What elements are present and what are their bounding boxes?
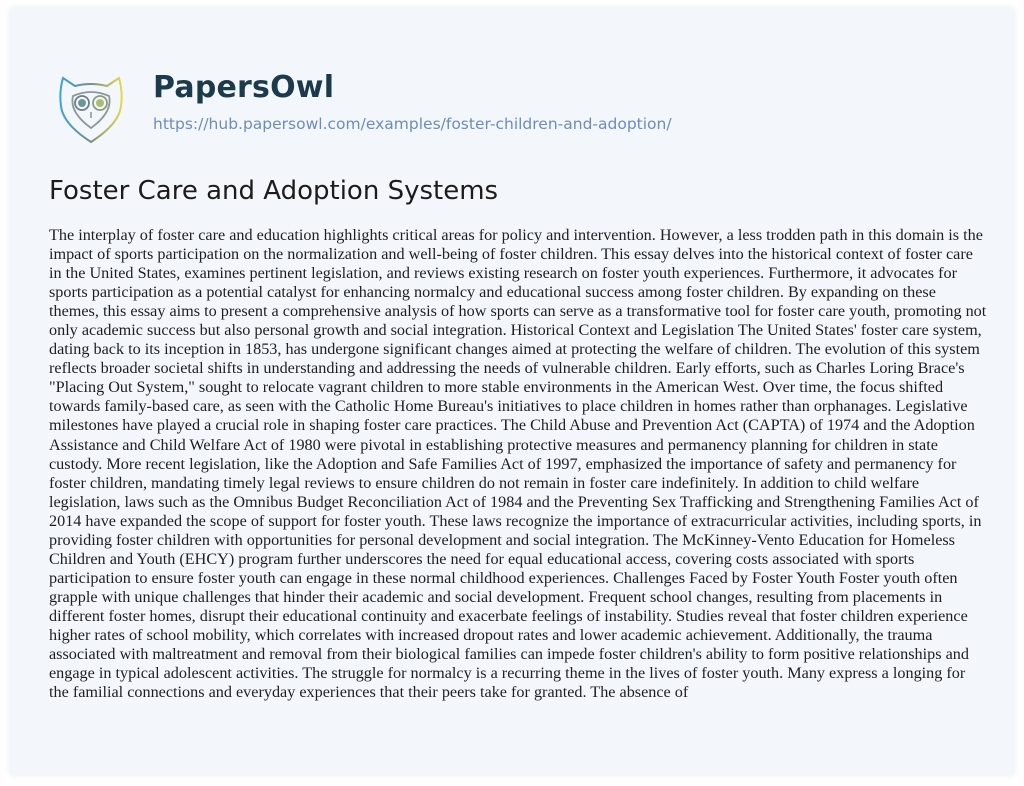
owl-logo-icon <box>51 66 131 146</box>
document-page <box>10 8 1014 775</box>
body-line: Children and Youth (EHCY) program further underscores the need for equal educational access, covering costs associated with sports <box>49 549 915 568</box>
body-line: The interplay of foster care and education highlights critical areas for policy and intervention. However, a less trodden path in this domain is the <box>49 226 983 244</box>
source-url-link[interactable]: https://hub.papersowl.com/examples/foster-children-and-adoption/ <box>153 115 672 133</box>
body-line: sports participation as a potential catalyst for enhancing normalcy and educational success among foster children. By expanding on these <box>49 283 936 302</box>
body-line: engage in typical adolescent activities. The struggle for normalcy is a recurring theme in the lives of foster youth. Many express a longing for <box>49 664 966 683</box>
body-line: dating back to its inception in 1853, has undergone significant changes aimed at protecting the welfare of children. The evolution of this system <box>49 340 980 359</box>
article-body <box>49 226 1009 702</box>
body-line: grapple with unique challenges that hinder their academic and social development. Frequent school changes, resulting from placements in <box>49 587 943 606</box>
body-line: foster children, mandating timely legal reviews to ensure children do not remain in foster care indefinitely. In addition to child welfare <box>49 473 920 492</box>
body-line: legislation, laws such as the Omnibus Budget Reconciliation Act of 1984 and the Preventing Sex Trafficking and Strengthening Families Act of <box>49 492 979 511</box>
body-line: "Placing Out System," sought to relocate vagrant children to more stable environments in the American West. Over time, the focus shifted <box>49 378 944 397</box>
body-line: only academic success but also personal growth and social integration. Historical Context and Legislation The United States' foster care system, <box>49 321 982 340</box>
body-line: different foster homes, disrupt their educational continuity and exacerbate feelings of instability. Studies reveal that foster children experience <box>49 606 968 625</box>
body-line: impact of sports participation on the normalization and well-being of foster children. This essay delves into the historical context of foster care <box>49 245 973 264</box>
article-title: Foster Care and Adoption Systems <box>49 176 499 206</box>
body-line: milestones have played a crucial role in shaping foster care practices. The Child Abuse and Prevention Act (CAPTA) of 1974 and the Adoption <box>49 416 975 435</box>
body-line: custody. More recent legislation, like the Adoption and Safe Families Act of 1997, emphasized the importance of safety and permanency for <box>49 454 957 473</box>
body-line: providing foster children with opportunities for personal development and social integration. The McKinney-Vento Education for Homeless <box>49 530 955 549</box>
body-line: 2014 have expanded the scope of support for foster youth. These laws recognize the importance of extracurricular activities, including sports, in <box>49 511 982 530</box>
site-header <box>10 8 1014 158</box>
body-line: associated with maltreatment and removal from their biological families can impede foster children's ability to form positive relationships and <box>49 645 969 664</box>
body-line: higher rates of school mobility, which correlates with increased dropout rates and lower academic achievement. Additionally, the trauma <box>49 625 933 644</box>
body-line: in the United States, examines pertinent legislation, and reviews existing research on foster youth experiences. Furthermore, it advocates for <box>49 264 958 283</box>
body-line: themes, this essay aims to present a comprehensive analysis of how sports can serve as a transformative tool for foster care youth, promoting not <box>49 302 987 321</box>
body-line: participation to ensure foster youth can engage in these normal childhood experiences. Challenges Faced by Foster Youth Foster youth often <box>49 568 958 587</box>
body-line: the familial connections and everyday experiences that their peers take for granted. The absence of <box>49 683 689 702</box>
body-line: reflects broader societal shifts in understanding and addressing the needs of vulnerable children. Early efforts, such as Charles Loring Brace's <box>49 359 965 378</box>
body-line: Assistance and Child Welfare Act of 1980 were pivotal in establishing protective measures and permanency planning for children in state <box>49 435 938 454</box>
brand-name[interactable]: PapersOwl <box>153 70 335 105</box>
body-line: towards family-based care, as seen with the Catholic Home Bureau's initiatives to place children in homes rather than orphanages. Legislative <box>49 397 968 416</box>
